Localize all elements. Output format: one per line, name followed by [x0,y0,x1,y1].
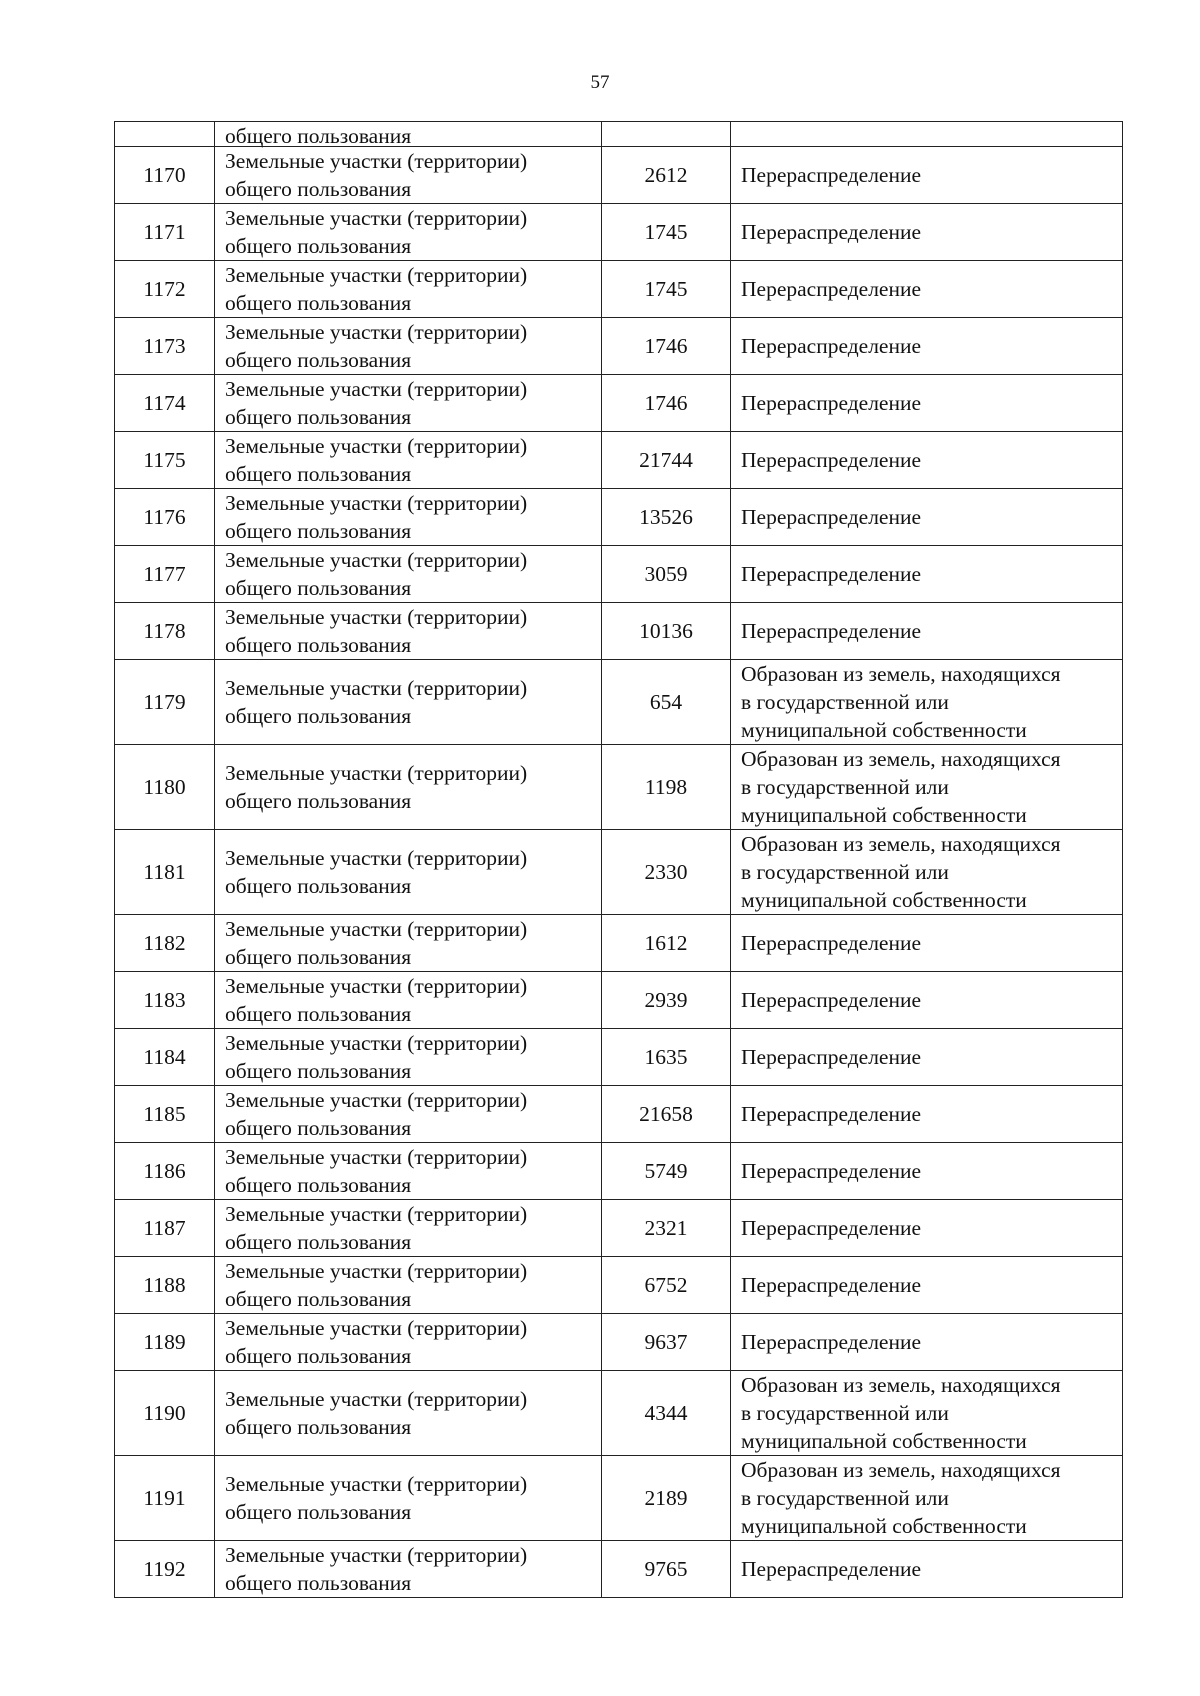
plot-note [731,915,1123,972]
plot-name-line: общего пользования [225,348,412,372]
plot-name-line: общего пользования [225,1059,412,1083]
row-number: 1181 [115,830,215,915]
plot-name-line: Земельные участки (территории) [225,1088,528,1112]
plot-note [731,122,1123,147]
page-number: 57 [590,72,610,93]
table-row [115,489,1123,546]
plot-area: 9765 [602,1541,731,1598]
table-row [115,972,1123,1029]
plot-note [731,972,1123,1029]
plot-note [731,375,1123,432]
plot-area: 2321 [602,1200,731,1257]
plot-name: общего пользования [215,122,602,147]
plot-note [731,1456,1123,1541]
table-row [115,1086,1123,1143]
plot-name-line: общего пользования [225,704,412,728]
plot-area: 4344 [602,1371,731,1456]
table-row [115,204,1123,261]
row-number: 1186 [115,1143,215,1200]
plot-name-line: общего пользования [225,1002,412,1026]
plot-note-line: в государственной или [741,860,949,884]
plot-area: 1612 [602,915,731,972]
row-number: 1172 [115,261,215,318]
plot-area: 2612 [602,147,731,204]
row-number: 1183 [115,972,215,1029]
plot-note-line: Перераспределение [741,1045,922,1069]
table-row [115,318,1123,375]
plot-note [731,1029,1123,1086]
plot-name-line: Земельные участки (территории) [225,761,528,785]
plot-name-line: Земельные участки (территории) [225,1387,528,1411]
plot-area: 5749 [602,1143,731,1200]
row-number: 1176 [115,489,215,546]
plot-area: 10136 [602,603,731,660]
plot-area: 21658 [602,1086,731,1143]
plot-name [215,830,602,915]
plot-name [215,1314,602,1371]
row-number: 1170 [115,147,215,204]
plot-area: 2330 [602,830,731,915]
plot-note-line: Перераспределение [741,1159,922,1183]
table-row [115,745,1123,830]
table-row [115,1200,1123,1257]
plot-note [731,489,1123,546]
plot-note-line: Образован из земель, находящихся [741,747,1061,771]
plot-note-line: Перераспределение [741,562,922,586]
plot-area [602,122,731,147]
plot-name-line: общего пользования [225,1415,412,1439]
plot-name-line: Земельные участки (территории) [225,491,528,515]
plot-note-line: Перераспределение [741,1273,922,1297]
plot-name-line: Земельные участки (территории) [225,974,528,998]
plot-area: 1746 [602,375,731,432]
plot-name-line: общего пользования [225,1571,412,1595]
plot-name-line: общего пользования [225,874,412,898]
plot-note-line: Перераспределение [741,334,922,358]
plot-note-line: муниципальной собственности [741,888,1027,912]
plot-area: 6752 [602,1257,731,1314]
plot-note [731,261,1123,318]
plot-name-line: Земельные участки (территории) [225,206,528,230]
table-row [115,915,1123,972]
plot-note [731,1257,1123,1314]
plot-note [731,147,1123,204]
plot-name-line: Земельные участки (территории) [225,1145,528,1169]
plot-note-line: Перераспределение [741,277,922,301]
plot-note-line: муниципальной собственности [741,1429,1027,1453]
plot-area: 3059 [602,546,731,603]
table-row [115,1371,1123,1456]
plot-note-line: Перераспределение [741,1557,922,1581]
plot-area: 2189 [602,1456,731,1541]
plot-note [731,1143,1123,1200]
plot-note-line: Перераспределение [741,220,922,244]
row-number: 1174 [115,375,215,432]
plot-name-line: Земельные участки (территории) [225,1202,528,1226]
plot-name-line: Земельные участки (территории) [225,605,528,629]
plot-area: 13526 [602,489,731,546]
plot-area: 1635 [602,1029,731,1086]
plot-name-line: Земельные участки (территории) [225,1259,528,1283]
plot-name-line: общего пользования [225,291,412,315]
plot-area: 2939 [602,972,731,1029]
plot-note-line: Образован из земель, находящихся [741,832,1061,856]
plot-note-line: в государственной или [741,690,949,714]
plot-note [731,660,1123,745]
plot-name-line: Земельные участки (территории) [225,434,528,458]
table-row [115,261,1123,318]
plot-name [215,745,602,830]
plot-name [215,261,602,318]
plot-note [731,745,1123,830]
plot-name-line: общего пользования [225,1287,412,1311]
table-row [115,1029,1123,1086]
plot-area: 654 [602,660,731,745]
plot-name-line: Земельные участки (территории) [225,548,528,572]
plot-name-line: общего пользования [225,1500,412,1524]
plot-name-line: общего пользования [225,1230,412,1254]
plot-note-line: муниципальной собственности [741,803,1027,827]
plot-note [731,1314,1123,1371]
plot-note-line: Перераспределение [741,163,922,187]
plot-name [215,915,602,972]
plot-name [215,1029,602,1086]
plot-area: 9637 [602,1314,731,1371]
plot-name [215,432,602,489]
plot-area: 1745 [602,261,731,318]
table-row [115,830,1123,915]
plot-name-line: общего пользования [225,633,412,657]
plot-name-line: Земельные участки (территории) [225,846,528,870]
table-row [115,1541,1123,1598]
plot-note-line: в государственной или [741,775,949,799]
plot-note-line: Образован из земель, находящихся [741,662,1061,686]
plot-name [215,546,602,603]
plot-name [215,489,602,546]
table-row [115,1257,1123,1314]
table-row-continued [115,122,1123,147]
plot-note-line: муниципальной собственности [741,1514,1027,1538]
table-row [115,1456,1123,1541]
plot-name [215,1200,602,1257]
table-row [115,1314,1123,1371]
row-number: 1187 [115,1200,215,1257]
plot-note [731,1086,1123,1143]
plot-name-line: Земельные участки (территории) [225,320,528,344]
plot-note [731,1371,1123,1456]
plot-name-line: общего пользования [225,177,412,201]
land-plots-table [114,121,1123,1598]
row-number: 1171 [115,204,215,261]
plot-name-line: общего пользования [225,789,412,813]
row-number: 1188 [115,1257,215,1314]
plot-area: 1746 [602,318,731,375]
row-number: 1175 [115,432,215,489]
plot-note [731,603,1123,660]
plot-name-line: общего пользования [225,1173,412,1197]
plot-name [215,204,602,261]
plot-note [731,1541,1123,1598]
table-body [115,122,1123,1598]
plot-name-line: общего пользования [225,519,412,543]
plot-note-line: Перераспределение [741,988,922,1012]
row-number: 1190 [115,1371,215,1456]
plot-note-line: Перераспределение [741,619,922,643]
plot-note-line: Образован из земель, находящихся [741,1458,1061,1482]
table-row [115,432,1123,489]
plot-area: 1745 [602,204,731,261]
plot-note [731,1200,1123,1257]
plot-name-line: Земельные участки (территории) [225,1031,528,1055]
row-number: 1179 [115,660,215,745]
plot-note-line: Образован из земель, находящихся [741,1373,1061,1397]
plot-name-line: общего пользования [225,405,412,429]
plot-note-line: в государственной или [741,1486,949,1510]
plot-name-line: общего пользования [225,234,412,258]
table-row [115,375,1123,432]
plot-note-line: Перераспределение [741,448,922,472]
row-number: 1173 [115,318,215,375]
row-number: 1178 [115,603,215,660]
row-number [115,122,215,147]
plot-note-line: Перераспределение [741,931,922,955]
table-row [115,660,1123,745]
plot-note [731,432,1123,489]
plot-name-line: Земельные участки (территории) [225,149,528,173]
plot-name-line: общего пользования [225,1116,412,1140]
plot-name [215,1541,602,1598]
row-number: 1185 [115,1086,215,1143]
plot-name [215,1086,602,1143]
plot-name-line: Земельные участки (территории) [225,917,528,941]
plot-name-line: Земельные участки (территории) [225,377,528,401]
plot-name [215,660,602,745]
plot-note [731,318,1123,375]
plot-note-line: Перераспределение [741,1216,922,1240]
table-row [115,546,1123,603]
plot-name-line: общего пользования [225,1344,412,1368]
plot-note [731,546,1123,603]
plot-note [731,830,1123,915]
plot-note-line: Перераспределение [741,1102,922,1126]
plot-name [215,1143,602,1200]
plot-name-line: Земельные участки (территории) [225,1316,528,1340]
plot-name-line: общего пользования [225,945,412,969]
plot-note-line: муниципальной собственности [741,718,1027,742]
table-row [115,1143,1123,1200]
plot-note [731,204,1123,261]
plot-note-line: Перераспределение [741,1330,922,1354]
plot-note-line: в государственной или [741,1401,949,1425]
table-row [115,603,1123,660]
plot-area: 21744 [602,432,731,489]
plot-name-line: Земельные участки (территории) [225,676,528,700]
plot-name [215,972,602,1029]
plot-name-line: общего пользования [225,462,412,486]
row-number: 1182 [115,915,215,972]
plot-name [215,1257,602,1314]
plot-name [215,1371,602,1456]
plot-name-line: Земельные участки (территории) [225,1472,528,1496]
row-number: 1189 [115,1314,215,1371]
plot-name [215,318,602,375]
plot-name-line: Земельные участки (территории) [225,263,528,287]
plot-note-line: Перераспределение [741,505,922,529]
row-number: 1177 [115,546,215,603]
plot-name-line: Земельные участки (территории) [225,1543,528,1567]
row-number: 1180 [115,745,215,830]
plot-area: 1198 [602,745,731,830]
plot-name [215,375,602,432]
plot-name [215,147,602,204]
row-number: 1192 [115,1541,215,1598]
plot-note-line: Перераспределение [741,391,922,415]
plot-name [215,1456,602,1541]
row-number: 1184 [115,1029,215,1086]
plot-name [215,603,602,660]
table-row [115,147,1123,204]
plot-name-line: общего пользования [225,576,412,600]
row-number: 1191 [115,1456,215,1541]
